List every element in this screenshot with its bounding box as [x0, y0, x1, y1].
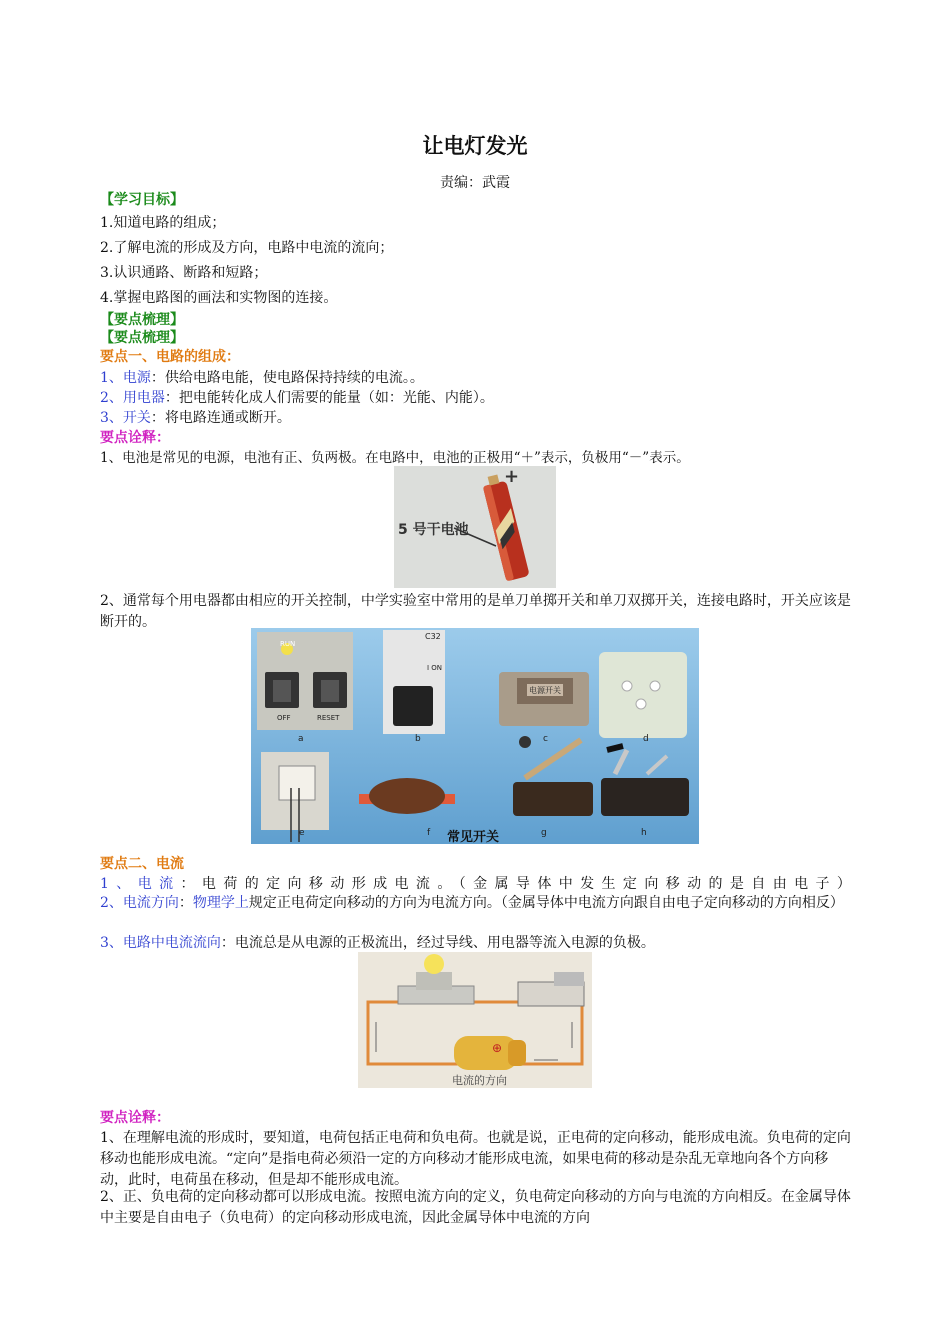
breaker-on-label: I ON — [427, 664, 443, 672]
battery-label: 5 号干电池 — [398, 522, 469, 538]
battery-photo — [394, 466, 556, 588]
term: 电源 — [122, 370, 151, 386]
letter-c: c — [543, 734, 548, 744]
page-title: 让电灯发光 — [422, 134, 528, 158]
point1-item — [100, 410, 291, 427]
switches-caption: 常见开关 — [447, 830, 500, 844]
circuit-photo — [358, 952, 592, 1088]
point1-item — [100, 370, 424, 387]
letter-a: a — [298, 734, 304, 744]
letter-g: g — [541, 828, 547, 838]
term: 电流 — [137, 876, 181, 892]
note-paragraph: 2、正、负电荷的定向移动都可以形成电流。按照电流方向的定义，负电荷定向移动的方向与电流的方向相反。在金属导体中主要是自由电子（负电荷）的定向移动形成电流，因此金属导体中电流的方向 — [100, 1189, 851, 1226]
term: 用电器 — [122, 390, 165, 406]
reset-label: RESET — [317, 714, 340, 722]
letter-f: f — [427, 828, 431, 838]
point1-heading: 要点一、电路的组成： — [100, 349, 240, 365]
item-number: 1、 — [100, 370, 123, 386]
letter-h: h — [641, 828, 647, 838]
letter-e: e — [299, 828, 305, 838]
editor-line: 责编：武霞 — [440, 175, 510, 191]
letter-d: d — [643, 734, 649, 744]
off-label: OFF — [277, 714, 291, 722]
switches-illustration — [251, 628, 699, 844]
separator: ： — [178, 895, 193, 911]
point2-item — [100, 876, 858, 893]
summary-heading: 【要点梳理】 — [100, 312, 184, 328]
breaker-model: C32 — [425, 632, 441, 641]
plate-label: 电源开关 — [529, 686, 561, 695]
note-paragraph: 1、电池是常见的电源，电池有正、负两极。在电路中，电池的正极用“＋”表示，负极用“－”表示。 — [100, 450, 690, 466]
goal-item: 3.认识通路、断路和短路； — [100, 265, 268, 281]
item-text: 规定正电荷定向移动的方向为电流方向。（金属导体中电流方向跟自由电子定向移动的方向相反） — [248, 895, 844, 911]
notes-heading: 要点诠释： — [100, 1110, 170, 1126]
item-number: 2、 — [100, 895, 123, 911]
item-number: 2、 — [100, 390, 123, 406]
circuit-caption: 电流的方向 — [452, 1074, 507, 1087]
term: 物理学上 — [192, 895, 249, 911]
item-number: 3、 — [100, 410, 123, 426]
item-number: 3、 — [100, 935, 123, 951]
item-text: ：供给电路电能，使电路保持持续的电流。。 — [150, 370, 424, 386]
term: 电路中电流流向 — [122, 935, 221, 951]
summary-heading: 【要点梳理】 — [100, 330, 184, 346]
point2-heading: 要点二、电流 — [100, 856, 184, 872]
term: 电流方向 — [122, 895, 179, 911]
point2-item — [100, 893, 852, 914]
item-text: ：电流总是从电源的正极流出，经过导线、用电器等流入电源的负极。 — [220, 935, 655, 951]
goal-item: 1.知道电路的组成； — [100, 215, 226, 231]
circuit-illustration — [358, 952, 592, 1088]
goals-heading: 【学习目标】 — [100, 192, 184, 208]
note-paragraph: 2、通常每个用电器都由相应的开关控制，中学实验室中常用的是单刀单掷开关和单刀双掷开关，连接电路时，开关应该是断开的。 — [100, 593, 851, 630]
note-paragraph: 1、在理解电流的形成时，要知道，电荷包括正电荷和负电荷。也就是说，正电荷的定向移动，能形成电流。负电荷的定向移动也能形成电流。“定向”是指电荷必须沿一定的方向移动才能形成电流，如果电荷的移动是杂乱无章地向各个方向移动，此时，电荷虽在移动，但是却不能形成电流。 — [100, 1130, 851, 1188]
point2-item — [100, 935, 655, 952]
plus-icon: ⊕ — [492, 1041, 503, 1055]
battery-plus-sign: + — [504, 466, 520, 487]
item-number: 1、 — [100, 876, 138, 892]
switches-photo — [251, 628, 699, 844]
item-text: ：把电能转化成人们需要的能量（如：光能、内能）。 — [164, 390, 494, 406]
point1-item — [100, 390, 494, 407]
item-text: ：电荷的定向移动形成电流。（金属导体中发生定向移动的是自由电子） — [180, 876, 859, 892]
letter-b: b — [415, 734, 421, 744]
notes-heading: 要点诠释： — [100, 430, 170, 446]
run-label: RUN — [280, 640, 296, 648]
goal-item: 4.掌握电路图的画法和实物图的连接。 — [100, 290, 338, 306]
term: 开关 — [122, 410, 151, 426]
goal-item: 2.了解电流的形成及方向，电路中电流的流向； — [100, 240, 394, 256]
item-text: ：将电路连通或断开。 — [150, 410, 291, 426]
